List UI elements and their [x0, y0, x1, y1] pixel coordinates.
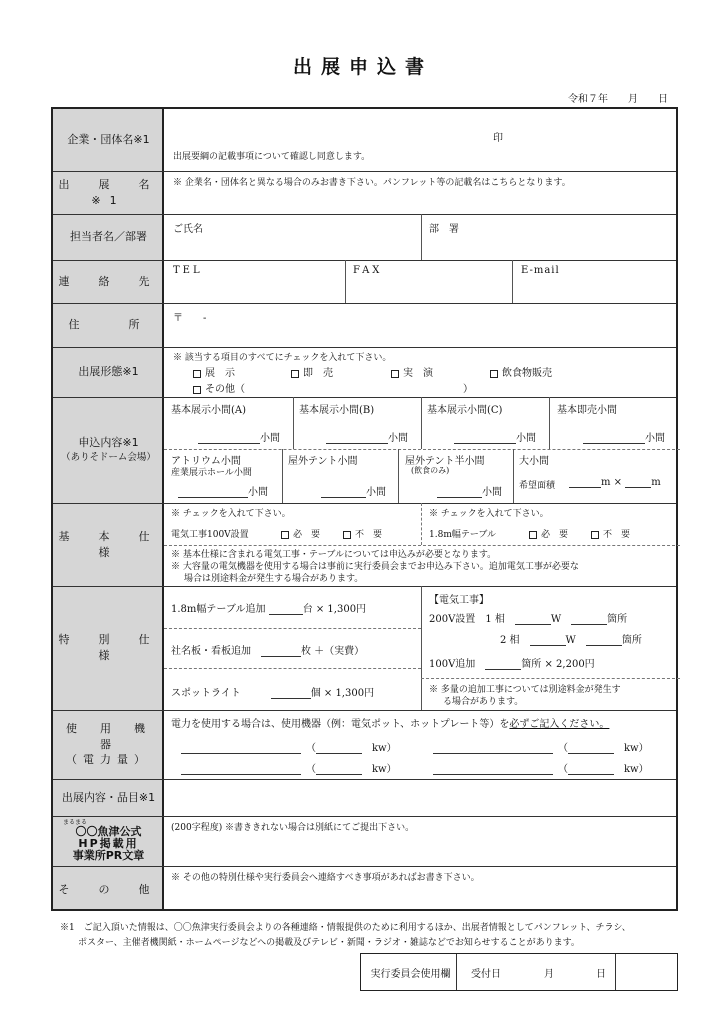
area-input[interactable]: m × m — [569, 476, 661, 488]
booth-a-label: 基本展示小間(A) — [171, 405, 247, 416]
cell-divider — [293, 397, 294, 449]
table-no-need[interactable]: 不 要 — [591, 527, 630, 540]
date-field: 令和７年 月 日 — [568, 94, 668, 105]
atrium-input[interactable]: 小間 — [178, 483, 268, 498]
electric-label: 電気工事100V設置 — [171, 530, 249, 540]
outdoor-label: 屋外テント小間 — [288, 456, 358, 467]
cell-divider — [345, 260, 346, 303]
footnote: ※1 ご記入頂いた情報は、〇〇魚津実行委員会よりの各種連絡・情報提供のために利用するほか、出展者情報としてパンフレット、チラシ、 ポスター、主催者機関紙・ホームページなどへの掲載及びテレビ・新聞・ラジオ・雑誌などでお知らせすることがあります。 — [60, 923, 631, 949]
booth-c-label: 基本展示小間(C) — [427, 405, 503, 416]
hall-label: 産業展示ホール小間 — [171, 468, 252, 478]
booth-a-input[interactable]: 小間 — [198, 429, 280, 444]
basic-spec-divider — [164, 545, 680, 546]
form-type-note: ※ 該当する項目のすべてにチェックを入れて下さい。 — [173, 353, 392, 363]
email-field-label: E-mail — [521, 265, 560, 276]
other-note: ※ その他の特別仕様や実行委員会へ連絡すべき事項があればお書き下さい。 — [171, 873, 480, 883]
option-food-sales[interactable]: 飲食物販売 — [490, 364, 552, 379]
outdoor-input[interactable]: 小間 — [321, 483, 386, 498]
atrium-label: アトリウム小間 — [171, 456, 241, 467]
label-contact: 連 絡 先 — [58, 274, 159, 288]
label-exhibit-name: 出 展 名※1 — [58, 177, 159, 207]
office-use-label: 実行委員会使用欄 — [365, 954, 457, 990]
large-label: 大小間 — [519, 456, 549, 467]
checkbox-icon[interactable] — [193, 386, 201, 394]
cell-divider — [398, 449, 399, 503]
received-month: 月 — [544, 968, 554, 980]
v100-row[interactable]: 100V追加 箇所 × 2,200円 — [429, 659, 595, 670]
label-pr: まるまる 〇〇魚津公式 HP掲載用 事業所PR文章 — [63, 818, 145, 863]
v200-row-1[interactable]: 200V設置 1 相 W 箇所 — [429, 614, 628, 625]
label-contact-person: 担当者名／部署 — [70, 230, 147, 244]
table-label: 1.8m幅テーブル — [429, 530, 497, 540]
electric-work-title: 【電気工事】 — [429, 595, 489, 606]
label-company: 企業・団体名※1 — [67, 133, 150, 147]
office-stamp-cell — [615, 954, 677, 990]
exhibit-name-note: ※ 企業名・団体名と異なる場合のみお書き下さい。パンフレット等の記載名はこちらとなります。 — [173, 178, 571, 188]
special-divider — [164, 668, 421, 669]
basic-note-1: ※ 基本仕様に含まれる電気工事・テーブルについては申込みが必要となります。 — [171, 550, 497, 560]
office-use-box — [360, 953, 678, 991]
label-basic-spec: 基 本 仕 様 — [58, 529, 179, 559]
cell-divider — [549, 397, 550, 449]
checkbox-icon[interactable] — [281, 531, 289, 539]
fax-field-label: FAX — [353, 265, 383, 276]
special-note-1: ※ 多量の追加工事については別途料金が発生す — [429, 685, 621, 695]
table-add-row[interactable]: 1.8m幅テーブル追加 台 × 1,300円 — [171, 604, 367, 615]
basic-check-note-1: ※ チェックを入れて下さい。 — [171, 509, 291, 519]
basic-check-note-2: ※ チェックを入れて下さい。 — [429, 509, 549, 519]
equipment-input-2[interactable]: （ kw） — [433, 739, 649, 754]
cell-divider — [421, 214, 422, 260]
option-sale[interactable]: 即 売 — [291, 364, 333, 379]
name-field-label: ご氏名 — [173, 224, 203, 235]
checkbox-icon[interactable] — [291, 370, 299, 378]
label-form-type: 出展形態※1 — [78, 365, 139, 379]
spotlight-row[interactable]: スポットライト 個 × 1,300円 — [171, 688, 375, 699]
equipment-input-4[interactable]: （ kw） — [433, 760, 649, 775]
label-special-spec: 特 別 仕 様 — [58, 633, 179, 662]
cell-divider — [512, 260, 513, 303]
cell-divider — [282, 449, 283, 503]
basic-note-2: ※ 大容量の電気機器を使用する場合は事前に実行委員会までお申込み下さい。追加電気工事が必要な — [171, 562, 579, 572]
equipment-note: 電力を使用する場合は、使用機器（例：電気ポット、ホットプレート等）を必ずご記入ください。 — [171, 719, 610, 730]
agree-text: 出展要綱の記載事項について確認し同意します。 — [173, 152, 371, 162]
label-equipment: 使 用 機 器 （電力量） — [66, 721, 168, 767]
option-other[interactable]: その他（ — [193, 380, 245, 395]
sign-add-row[interactable]: 社名板・看板追加 枚 ＋（実費） — [171, 646, 365, 657]
dept-field-label: 部 署 — [429, 224, 459, 235]
pr-note: (200字程度) ※書ききれない場合は別紙にてご提出下さい。 — [171, 823, 415, 833]
half-note: (飲食のみ) — [411, 466, 450, 475]
label-application: 申込内容※1 （ありそドーム会場） — [61, 436, 156, 464]
received-label: 受付日 — [471, 968, 501, 980]
cell-divider — [513, 449, 514, 503]
postal-field-label: 〒 - — [173, 313, 207, 324]
application-divider — [164, 449, 680, 450]
booth-c-input[interactable]: 小間 — [454, 429, 536, 444]
label-items: 出展内容・品目※1 — [61, 790, 156, 804]
booth-b-input[interactable]: 小間 — [326, 429, 408, 444]
special-note-2: る場合があります。 — [443, 697, 524, 707]
area-label: 希望面積 — [519, 481, 556, 491]
checkbox-icon[interactable] — [591, 531, 599, 539]
booth-sale-input[interactable]: 小間 — [583, 429, 665, 444]
option-other-close: ） — [463, 384, 473, 395]
checkbox-icon[interactable] — [529, 531, 537, 539]
electric-need[interactable]: 必 要 — [281, 527, 320, 540]
half-label: 屋外テント半小間 — [405, 456, 485, 467]
option-demo[interactable]: 実 演 — [391, 364, 433, 379]
booth-b-label: 基本展示小間(B) — [299, 405, 375, 416]
booth-sale-label: 基本即売小間 — [557, 405, 617, 416]
label-address: 住 所 — [68, 318, 149, 332]
equipment-input-1[interactable]: （ kw） — [181, 739, 397, 754]
received-day: 日 — [596, 968, 606, 980]
option-exhibit[interactable]: 展 示 — [193, 364, 235, 379]
tel-field-label: TEL — [173, 265, 203, 276]
v200-row-2[interactable]: 2 相 W 箇所 — [500, 635, 642, 646]
label-other: そ の 他 — [58, 882, 159, 896]
checkbox-icon[interactable] — [490, 370, 498, 378]
stamp-mark: 印 — [493, 133, 503, 144]
half-input[interactable]: 小間 — [437, 483, 502, 498]
checkbox-icon[interactable] — [193, 370, 201, 378]
equipment-input-3[interactable]: （ kw） — [181, 760, 397, 775]
table-need[interactable]: 必 要 — [529, 527, 568, 540]
cell-divider — [421, 397, 422, 449]
page-title: 出展申込書 — [292, 56, 433, 78]
checkbox-icon[interactable] — [343, 531, 351, 539]
basic-note-3: 場合は別途料金が発生する場合があります。 — [184, 574, 364, 584]
special-divider — [164, 628, 421, 629]
electric-no-need[interactable]: 不 要 — [343, 527, 382, 540]
cell-divider — [421, 503, 422, 545]
special-divider — [421, 678, 680, 679]
cell-divider — [421, 586, 422, 710]
application-form — [51, 107, 678, 911]
checkbox-icon[interactable] — [391, 370, 399, 378]
